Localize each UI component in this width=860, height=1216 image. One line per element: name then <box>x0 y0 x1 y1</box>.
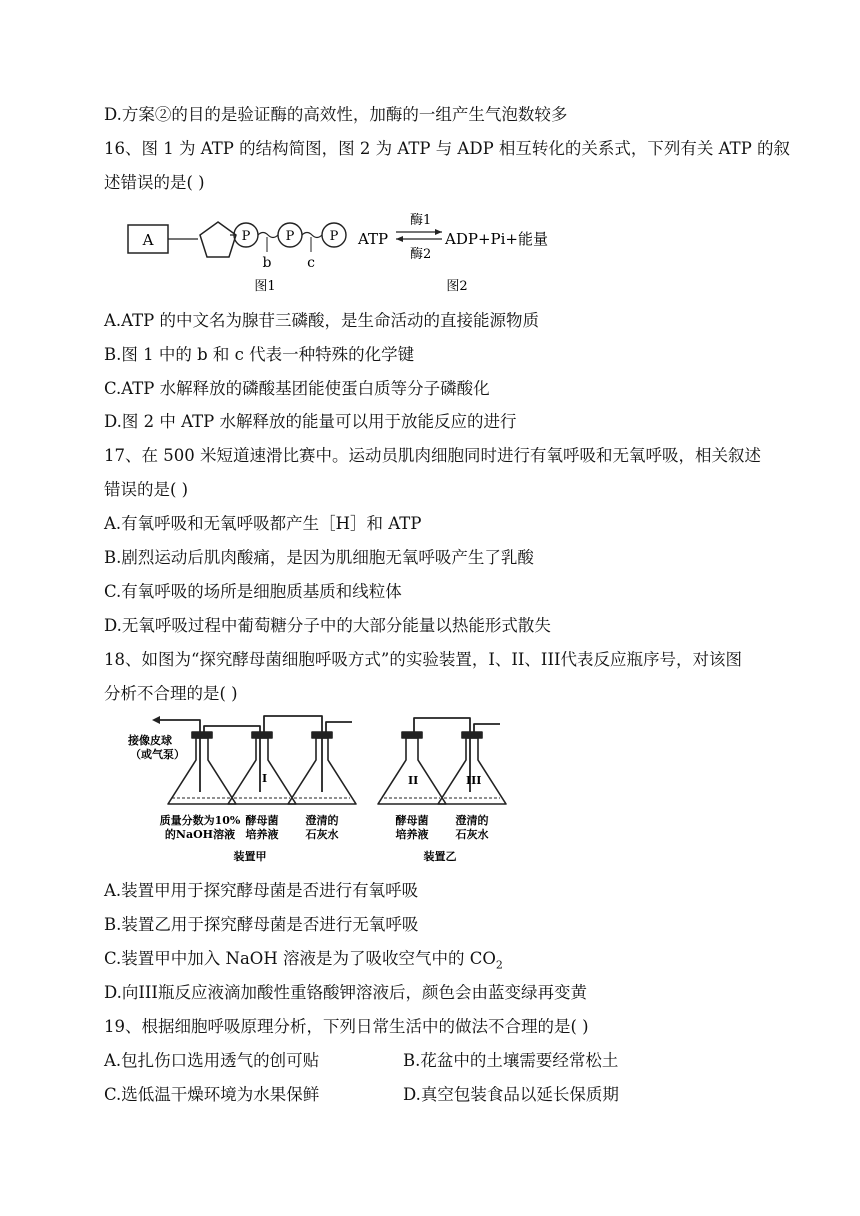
q17-option-a: A.有氧呼吸和无氧呼吸都产生［H］和 ATP <box>104 514 422 533</box>
adenine-label: A <box>142 231 154 249</box>
q18-option-a: A.装置甲用于探究酵母菌是否进行有氧呼吸 <box>104 881 419 900</box>
inlet-label-1: 接像皮球 <box>128 734 172 747</box>
q19-option-b: B.花盆中的土壤需要经常松土 <box>403 1051 619 1070</box>
q16-option-d: D.图 2 中 ATP 水解释放的能量可以用于放能反应的进行 <box>104 412 517 431</box>
q18-option-c <box>104 948 503 976</box>
lime-yi-label-2: 石灰水 <box>455 828 489 841</box>
q17-stem-line2: 错误的是( ) <box>104 480 189 499</box>
q19-stem: 19、根据细胞呼吸原理分析，下列日常生活中的做法不合理的是( ) <box>104 1017 589 1036</box>
q19-options-row1 <box>104 1050 619 1072</box>
yeast-yi-label-1: 酵母菌 <box>395 814 429 827</box>
q16-option-b: B.图 1 中的 b 和 c 代表一种特殊的化学键 <box>104 345 415 364</box>
q18-option-b: B.装置乙用于探究酵母菌是否进行无氧呼吸 <box>104 915 419 934</box>
yeast-jia-label-2: 培养液 <box>245 828 279 841</box>
naoh-label-2: 的NaOH溶液 <box>164 828 236 841</box>
q16-stem-line2: 述错误的是( ) <box>104 173 205 192</box>
phosphate-3-label: P <box>329 229 339 244</box>
lime-yi-label-1: 澄清的 <box>455 814 489 827</box>
q19-option-a: A.包扎伤口选用透气的创可贴 <box>104 1051 320 1070</box>
q18-option-d: D.向III瓶反应液滴加酸性重铬酸钾溶液后，颜色会由蓝变绿再变黄 <box>104 983 587 1002</box>
flask-label-I: I <box>262 772 268 785</box>
q18-option-c-text: C.装置甲中加入 NaOH 溶液是为了吸收空气中的 CO <box>104 949 496 968</box>
q17-stem-line1: 17、在 500 米短道速滑比赛中。运动员肌肉细胞同时进行有氧呼吸和无氧呼吸，相关叙述 <box>104 446 761 465</box>
q17-option-b: B.剧烈运动后肌肉酸痛，是因为肌细胞无氧呼吸产生了乳酸 <box>104 548 534 567</box>
naoh-label-1: 质量分数为10% <box>159 814 241 827</box>
lime-jia-label-2: 石灰水 <box>305 828 339 841</box>
q17-option-c: C.有氧呼吸的场所是细胞质基质和线粒体 <box>104 582 402 601</box>
limewater-flask-yi <box>438 738 506 804</box>
enzyme2-label: 酶2 <box>410 247 432 262</box>
q18-stem-line1: 18、如图为“探究酵母菌细胞呼吸方式”的实验装置，I、II、III代表反应瓶序号，对该图 <box>104 650 742 669</box>
flask-label-III: III <box>466 774 482 787</box>
bond-b-label: b <box>262 255 272 271</box>
phosphate-1-label: P <box>241 229 251 244</box>
yeast-flask-jia <box>228 738 296 804</box>
atp-label: ATP <box>358 230 389 248</box>
q15-option-d: D.方案②的目的是验证酶的高效性，加酶的一组产生气泡数较多 <box>104 105 568 124</box>
yeast-jia-label-1: 酵母菌 <box>245 814 279 827</box>
q19-options-row2 <box>104 1084 619 1106</box>
atp-adp-conversion-diagram <box>357 213 548 294</box>
device-yi-caption: 装置乙 <box>423 850 457 863</box>
q16-option-c: C.ATP 水解释放的磷酸基团能使蛋白质等分子磷酸化 <box>104 379 490 398</box>
q18-stem-line2: 分析不合理的是( ) <box>104 684 238 703</box>
bond-c-label: c <box>307 255 315 271</box>
adp-label: ADP+Pi+能量 <box>445 230 548 248</box>
device-jia-caption: 装置甲 <box>233 850 267 863</box>
fig1-caption: 图1 <box>254 279 276 294</box>
q19-option-d: D.真空包装食品以延长保质期 <box>403 1085 619 1104</box>
q16-figure <box>120 200 560 300</box>
flask-label-II: II <box>408 774 419 787</box>
q16-stem-line1: 16、图 1 为 ATP 的结构简图，图 2 为 ATP 与 ADP 相互转化的关系式，下列有关 ATP 的叙 <box>104 139 791 158</box>
fig2-caption: 图2 <box>446 279 468 294</box>
atp-structure-diagram <box>128 222 346 294</box>
enzyme1-label: 酶1 <box>410 213 432 228</box>
yeast-flask-yi <box>378 738 446 804</box>
q19-option-c: C.选低温干燥环境为水果保鲜 <box>104 1085 320 1104</box>
yeast-yi-label-2: 培养液 <box>395 828 429 841</box>
phosphate-2-label: P <box>285 229 295 244</box>
co2-subscript: 2 <box>495 958 503 972</box>
q16-option-a: A.ATP 的中文名为腺苷三磷酸，是生命活动的直接能源物质 <box>104 311 540 330</box>
q17-option-d: D.无氧呼吸过程中葡萄糖分子中的大部分能量以热能形式散失 <box>104 616 551 635</box>
lime-jia-label-1: 澄清的 <box>305 814 339 827</box>
inlet-label-2: （或气泵） <box>130 748 185 761</box>
q18-apparatus-figure <box>128 712 518 864</box>
